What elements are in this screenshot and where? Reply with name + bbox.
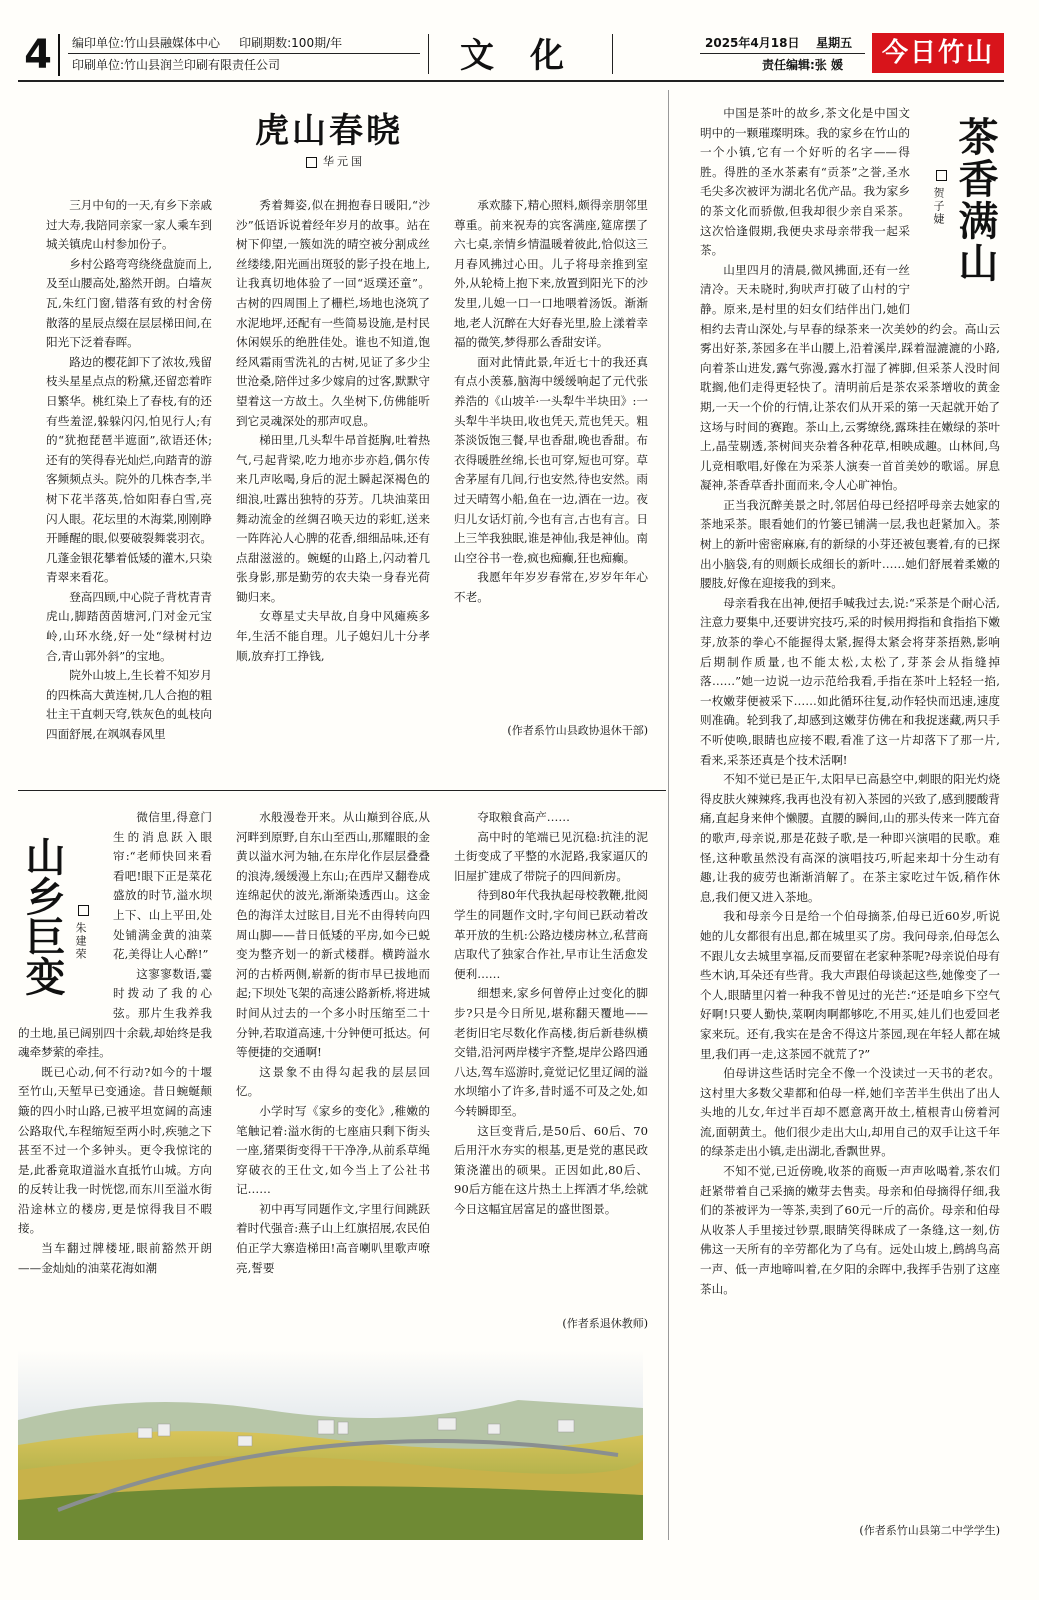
article2-body: [700, 104, 1000, 1520]
editor-info: [72, 35, 342, 51]
editor-unit: 编印单位:竹山县融媒体中心: [72, 36, 221, 50]
paragraph: 乡村公路弯弯绕绕盘旋而上,及至山腰高处,豁然开朗。白墙灰瓦,朱红门窗,错落有致的村舍傍散落的星辰点缀在层层梯田间,在阳光下泛着春晖。: [46, 256, 212, 350]
paragraph: 女尊星丈夫早故,自身中风瘫痪多年,生活不能自理。儿子媳妇儿十分孝顺,放弃打工挣钱,: [236, 609, 430, 663]
article1-note: (作者系竹山县政协退休干部): [507, 724, 648, 737]
article2-note: (作者系竹山县第二中学学生): [859, 1524, 1000, 1537]
article3-column-3: [454, 808, 648, 1308]
paragraph: 微信里,得意门生的消息跃入眼帘:“老师快回来看看吧!眼下正是菜花盛放的时节,溢水坝上下、山上平田,处处铺满金黄的油菜花,美得让人心醉!”: [113, 810, 212, 962]
paragraph: 不知不觉已是正午,太阳早已高悬空中,刺眼的阳光灼烧得皮肤火辣辣疼,我再也没有初入茶园的兴致了,感到腰酸背痛,直起身来伸个懒腰。直腰的瞬间,山的那头传来一阵亢奋的歌声,母亲说,那是花鼓子歌,是一种即兴演唱的民歌。难怪,这种歌虽然没有高深的演唱技巧,听起来却十分生动有趣,让我的疲劳也渐渐消解了。在茶主家吃过午饭,稍作休息,我们便又进入茶地。: [700, 772, 1000, 904]
paragraph: 待到80年代我执起母校教鞭,批阅学生的同题作文时,字句间已跃动着改革开放的生机:公路边楼房林立,私营商店取代了独家合作社,早市让生活愈发便利……: [454, 888, 648, 981]
article1-column-1: [46, 196, 212, 776]
print-period: 印刷期数:100期/年: [239, 36, 343, 50]
paragraph: 水般漫卷开来。从山巅到谷底,从河畔到原野,自东山至西山,那耀眼的金黄以溢水河为轴,在东岸化作层层叠叠的浪涛,缓缓漫上东山;在西岸又翻卷成连绵起伏的波光,渐渐染透西山。这金色的海洋太过眩目,目光不由得转向四周山脚——昔日低矮的平房,如今已蜕变为整齐划一的新式楼群。横跨溢水河的古桥两侧,崭新的街市早已拔地而起;下坝处飞架的高速公路新桥,将进城时间从过去的一个多小时压缩至二十分钟,若取道高速,十分钟便可抵达。何等便捷的交通啊!: [236, 810, 430, 1060]
article3-author: 朱建荣: [74, 922, 87, 961]
paragraph: 梯田里,几头犁牛昂首挺胸,吐着热气,弓起背梁,吃力地亦步亦趋,偶尔传来几声吆喝,身后的泥土瞬起深褐色的细浪,吐露出独特的芬芳。几块油菜田舞动流金的丝绸召唤天边的彩虹,送来一阵阵沁人心脾的花香,细细品味,还有点甜滋滋的。蜿蜒的山路上,闪动着几张身影,那是勤劳的农夫染一身春光荷锄归来。: [236, 433, 430, 604]
paragraph: 这巨变背后,是50后、60后、70后用汗水夯实的根基,更是党的惠民政策浇灌出的硕果。正因如此,80后、90后方能在这片热土上挥洒才华,绘就今日这幅宜居富足的盛世图景。: [454, 1123, 648, 1216]
paragraph: 中国是茶叶的故乡,茶文化是中国文明中的一颗璀璨明珠。我的家乡在竹山的一个小镇,它有一个好听的名字——得胜。得胜的圣水茶素有“贡茶”之誉,圣水毛尖多次被评为湖北名优产品。我为家乡的茶文化而骄傲,但我却很少亲自采茶。这次恰逢假期,我便央求母亲带我一起采茶。: [700, 106, 910, 258]
article1-column-3: [454, 196, 648, 736]
paragraph: 三月中旬的一天,有乡下亲戚过大寿,我陪同亲家一家人乘车到城关镇虎山村参加份子。: [46, 198, 212, 252]
paragraph: 我和母亲今日是给一个伯母摘茶,伯母已近60岁,听说她的儿女都很有出息,都在城里买了房。我问母亲,伯母怎么不跟儿女去城里享福,反而要留在老家种茶呢?母亲说伯母有些木讷,耳朵还有些背。我大声跟伯母谈起这些,她像变了一个人,眼睛里闪着一种我不曾见过的光芒:“还是咱乡下空气好啊!只要人勤快,菜啊肉啊都够吃,不用买,娃儿们也爱回老家来玩。还有,我实在是舍不得这片茶园,现在年轻人都在城里,我们再一走,这茶园不就荒了?”: [700, 909, 1000, 1061]
page-number: 4: [18, 34, 60, 76]
landscape-photo-icon: [18, 1350, 643, 1540]
paragraph: 细想来,家乡何曾停止过变化的脚步?只是今日所见,堪称翻天覆地——老街旧宅尽数化作高楼,街后新巷纵横交错,沿河两岸楼宇齐整,堤岸公路四通八达,驾车巡游时,竟觉记忆里辽阔的溢水坝缩小了许多,昔时遥不可及之处,如今转瞬即至。: [454, 986, 648, 1118]
paragraph: 既已心动,何不行动?如今的十堰至竹山,天堑早已变通途。昔日蜿蜒颠簸的四小时山路,已被平坦宽阔的高速公路取代,车程缩短至两小时,疾驰之下甚至不过一个多钟头。更令我惊诧的是,此番竟取道溢水直抵竹山城。方向的反转让我一时恍惚,而东川至溢水街沿途林立的楼房,更是惊得我目不暇接。: [18, 1064, 212, 1236]
article1-column-2: [236, 196, 430, 776]
article3-title: 山乡巨变: [19, 836, 66, 996]
paragraph: 山里四月的清晨,微风拂面,还有一丝清冷。天未晓时,狗吠声打破了山村的宁静。原来,是村里的妇女们结伴出门,她们相约去青山深处,与早春的绿茶来一次美妙的约会。高山云雾出好茶,茶园多在半山腰上,沿着溪岸,踩着湿漉漉的小路,向着茶山进发,露气弥漫,露水打湿了裤脚,但采茶人没时间耽搁,他们走得更轻快了。清明前后是茶农采茶增收的黄金期,一天一个价的行情,让茶农们从开采的第一天起就开始了这场与时间的赛跑。茶山上,云雾缭绕,露珠挂在嫩绿的茶叶上,晶莹剔透,茶树间夹杂着各种花草,相映成趣。山林间,鸟儿竞相歌唱,好像在为采茶人演奏一首首美妙的歌谣。屏息凝神,茶香草香扑面而来,令人心旷神怡。: [700, 262, 1000, 493]
section-title: 文化: [460, 36, 600, 76]
paragraph: 我愿年年岁岁春常在,岁岁年年心不老。: [454, 570, 648, 604]
paragraph: 承欢膝下,精心照料,颇得亲朋邻里尊重。前来祝寿的宾客满座,筵席摆了六七桌,亲情乡情温暖着彼此,恰似这三月春风拂过心田。儿子将母亲推到室外,从轮椅上抱下来,放置到阳光下的沙发里,儿媳一口一口地喂着汤饭。渐渐地,老人沉醉在大好春光里,脸上漾着幸福的微笑,梦得那么香甜安详。: [454, 198, 648, 350]
weekday: 星期五: [816, 36, 853, 50]
paragraph: 初中再写同题作文,字里行间跳跃着时代强音:燕子山上红旗招展,农民伯伯正学大寨造梯田!高音喇叭里歌声嘹亮,誓要: [236, 1201, 430, 1275]
paragraph: 这景象不由得勾起我的层层回忆。: [236, 1064, 430, 1099]
paragraph: 不知不觉,已近傍晚,收茶的商贩一声声吆喝着,茶农们赶紧带着自己采摘的嫩芽去售卖。母亲和伯母摘得仔细,我们的茶被评为一等茶,卖到了60元一斤的高价。母亲和伯母从收茶人手里接过钞票,眼睛笑得眯成了一条缝,这一刻,仿佛这一天所有的辛劳都化为了乌有。远处山坡上,鹧鸪鸟高一声、低一声地啼叫着,在夕阳的余晖中,我挥手告别了这座茶山。: [700, 1164, 1000, 1296]
issue-date: [705, 35, 852, 51]
responsible-editor: 责任编辑:张 媛: [762, 58, 843, 72]
article1-author: 华元国: [323, 155, 365, 168]
article2-title: 茶香满山: [952, 116, 999, 284]
paragraph: 登高四顾,中心院子背枕青青虎山,脚踏茵茵塘河,门对金元宝岭,山环水绕,好一处“绿树村边合,青山郭外斜”的宝地。: [46, 589, 212, 663]
article3-note: (作者系退休教师): [562, 1317, 648, 1330]
article1-byline: [300, 153, 365, 169]
date: 2025年4月18日: [705, 36, 800, 50]
article3-column-1: [18, 808, 212, 1348]
paragraph: 伯母讲这些话时完全不像一个没读过一天书的老农。这村里大多数父辈都和伯母一样,她们辛苦半生供出了出人头地的儿女,年过半百却不愿意离开故土,植根青山傍着河流,面朝黄土。他们很少走出大山,却用自己的双手让这千年的绿茶走出小镇,走出湖北,香飘世界。: [700, 1066, 1000, 1159]
paragraph: 这寥寥数语,霎时拨动了我的心弦。那片生我养我的土地,虽已阔别四十余载,却始终是我魂牵梦萦的牵挂。: [18, 966, 212, 1060]
article3-column-2: [236, 808, 430, 1348]
paragraph: 小学时写《家乡的变化》,稚嫩的笔触记着:溢水街的七座庙只剩下街头一座,猪栗街变得干干净净,从前系草绳穿破衣的王仕文,如今当上了公社书记……: [236, 1103, 430, 1197]
article1-title: 虎山春晓: [255, 111, 403, 151]
printer-info: 印刷单位:竹山县润兰印刷有限责任公司: [72, 58, 281, 72]
paragraph: 路边的樱花卸下了浓妆,残留枝头星星点点的粉黛,还留恋着昨日繁华。桃红染上了春枝,有的还有些羞涩,躲躲闪闪,怕见行人;有的“犹抱琵琶半遮面”,欲语还休;还有的笑得春光灿烂,向踏青的游客频频点头。院外的几株杏李,半树下花半落英,恰如阳春白雪,亮闪人眼。花坛里的木海棠,刚刚睁开睡醒的眼,似要破裂舞裳羽衣。几蓬金银花攀着低矮的灌木,只染青翠来看花。: [46, 354, 212, 585]
paragraph: 高中时的笔端已见沉稳:抗洼的泥土街变成了平整的水泥路,我家逼仄的旧屋扩建成了带院子的四间新房。: [454, 829, 648, 883]
paragraph: 当车翻过牌楼垭,眼前豁然开朗——金灿灿的油菜花海如潮: [18, 1241, 212, 1275]
landscape-photo: [18, 1350, 643, 1540]
paragraph: 夺取粮食高产……: [477, 810, 570, 824]
article2-author: 贺子婕: [932, 187, 945, 226]
square-icon: [306, 157, 317, 168]
paragraph: 正当我沉醉美景之时,邻居伯母已经招呼母亲去她家的茶地采茶。眼看她们的竹篓已铺满一层,我也赶紧加入。茶树上的新叶密密麻麻,有的新绿的小芽还被包裹着,有的已探出小脑袋,有的则颇长成细长的新叶……她们舒展着柔嫩的腰肢,好像在迎接我的到来。: [700, 497, 1000, 591]
newspaper-logo: 今日竹山: [872, 33, 1004, 73]
paragraph: 面对此情此景,年近七十的我还真有点小羡慕,脑海中缓缓响起了元代张养浩的《山坡羊·一头犁牛半块田》:一头犁牛半块田,收也凭天,荒也凭天。粗茶淡饭饱三餐,早也香甜,晚也香甜。布衣得暖胜丝绵,长也可穿,短也可穿。草舍茅屋有几间,行也安然,待也安然。雨过天晴驾小船,鱼在一边,酒在一边。夜归儿女话灯前,今也有言,古也有言。日上三竿我独眠,谁是神仙,我是神仙。南山空谷书一卷,疯也痴癫,狂也痴癫。: [454, 354, 648, 565]
paragraph: 秀着舞姿,似在拥抱春日暖阳,“沙沙”低语诉说着经年岁月的故事。站在树下仰望,一簇如洗的晴空被分割成丝丝缕缕,阳光画出斑驳的影子投在地上,让我真切地体验了一回“返璞还童”。古树的四周围上了栅栏,场地也浇筑了水泥地坪,还配有一些简易设施,是村民休闲娱乐的绝胜佳处。谁也不知道,饱经风霜雨雪洗礼的古树,见证了多少尘世沧桑,陪伴过多少嫁肩的过客,默默守望着这一方故土。久坐树下,仿佛能听到它灵魂深处的那声叹息。: [236, 198, 430, 428]
paragraph: 母亲看我在出神,便招手喊我过去,说:“采茶是个耐心活,注意力要集中,还要讲究技巧,采的时候用拇指和食指掐下嫩芽,放茶的拳心不能握得太紧,握得太紧会将芽茶捂熟,影响后期制作质量,也不能太松,太松了,芽茶会从指缝掉落……”她一边说一边示范给我看,手指在茶叶上轻轻一掐,一枚嫩芽便被采下……如此循环往复,动作轻快而迅速,速度则准确。轮到我了,却感到这嫩芽仿佛在和我捉迷藏,两只手不听使唤,眼睛也应接不暇,看准了这一片却落下了那一片,看来,采茶还真是个技术活啊!: [700, 595, 1000, 767]
paragraph: 院外山坡上,生长着不知岁月的四株高大黄连树,几人合抱的粗壮主干直刺天穹,铁灰色的虬枝向四面舒展,在飒飒春风里: [46, 668, 212, 742]
